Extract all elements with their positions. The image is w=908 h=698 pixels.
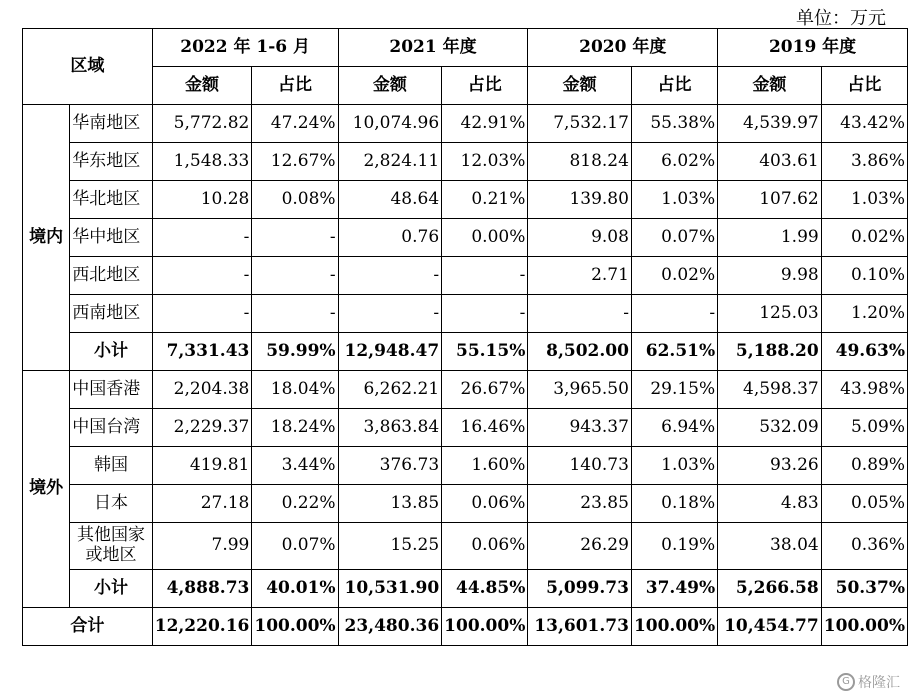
- region-name: 西南地区: [70, 295, 152, 333]
- amount-cell: 10,074.96: [338, 105, 442, 143]
- ratio-cell: 44.85%: [442, 570, 528, 608]
- amount-cell: 9.98: [718, 257, 822, 295]
- table-row: [23, 523, 908, 570]
- ratio-cell: 0.02%: [821, 219, 907, 257]
- ratio-cell: 26.67%: [442, 371, 528, 409]
- amount-cell: 15.25: [338, 523, 442, 570]
- table-row: [23, 447, 908, 485]
- header-amount: 金额: [152, 67, 252, 105]
- table-row: [23, 371, 908, 409]
- ratio-cell: 59.99%: [252, 333, 338, 371]
- ratio-cell: 6.02%: [631, 143, 717, 181]
- ratio-cell: 100.00%: [442, 608, 528, 646]
- region-name: 西北地区: [70, 257, 152, 295]
- ratio-cell: 49.63%: [821, 333, 907, 371]
- amount-cell: 23.85: [528, 485, 632, 523]
- amount-cell: -: [528, 295, 632, 333]
- ratio-cell: 3.86%: [821, 143, 907, 181]
- amount-cell: 6,262.21: [338, 371, 442, 409]
- total-label: 合计: [23, 608, 153, 646]
- ratio-cell: 100.00%: [821, 608, 907, 646]
- amount-cell: 0.76: [338, 219, 442, 257]
- ratio-cell: 29.15%: [631, 371, 717, 409]
- ratio-cell: 47.24%: [252, 105, 338, 143]
- amount-cell: 23,480.36: [338, 608, 442, 646]
- unit-label: 单位：万元: [796, 8, 886, 29]
- region-name: 韩国: [70, 447, 152, 485]
- amount-cell: 10,454.77: [718, 608, 822, 646]
- amount-cell: 5,099.73: [528, 570, 632, 608]
- amount-cell: 4,539.97: [718, 105, 822, 143]
- ratio-cell: 43.98%: [821, 371, 907, 409]
- watermark-logo-icon: G: [837, 673, 855, 691]
- table-row: [23, 181, 908, 219]
- ratio-cell: 0.08%: [252, 181, 338, 219]
- region-name: 华北地区: [70, 181, 152, 219]
- header-ratio: 占比: [442, 67, 528, 105]
- amount-cell: 4.83: [718, 485, 822, 523]
- region-name: 华中地区: [70, 219, 152, 257]
- amount-cell: 140.73: [528, 447, 632, 485]
- ratio-cell: 0.07%: [631, 219, 717, 257]
- subtotal-label: 小计: [70, 333, 152, 371]
- amount-cell: -: [152, 295, 252, 333]
- total-row: [23, 608, 908, 646]
- amount-cell: -: [152, 257, 252, 295]
- region-name: 华南地区: [70, 105, 152, 143]
- amount-cell: 1.99: [718, 219, 822, 257]
- amount-cell: 532.09: [718, 409, 822, 447]
- table-row: [23, 143, 908, 181]
- amount-cell: 2.71: [528, 257, 632, 295]
- ratio-cell: 0.19%: [631, 523, 717, 570]
- amount-cell: 38.04: [718, 523, 822, 570]
- header-ratio: 占比: [631, 67, 717, 105]
- category-overseas: 境外: [23, 371, 70, 608]
- amount-cell: 5,188.20: [718, 333, 822, 371]
- ratio-cell: 43.42%: [821, 105, 907, 143]
- ratio-cell: 62.51%: [631, 333, 717, 371]
- amount-cell: 2,229.37: [152, 409, 252, 447]
- amount-cell: 125.03: [718, 295, 822, 333]
- header-ratio: 占比: [252, 67, 338, 105]
- ratio-cell: -: [252, 257, 338, 295]
- ratio-cell: 0.21%: [442, 181, 528, 219]
- ratio-cell: 42.91%: [442, 105, 528, 143]
- ratio-cell: 0.05%: [821, 485, 907, 523]
- table-row: [23, 485, 908, 523]
- amount-cell: 1,548.33: [152, 143, 252, 181]
- amount-cell: 2,204.38: [152, 371, 252, 409]
- header-region: 区域: [23, 29, 153, 105]
- ratio-cell: 1.03%: [821, 181, 907, 219]
- amount-cell: 107.62: [718, 181, 822, 219]
- amount-cell: 9.08: [528, 219, 632, 257]
- ratio-cell: 1.60%: [442, 447, 528, 485]
- amount-cell: 26.29: [528, 523, 632, 570]
- ratio-cell: 55.38%: [631, 105, 717, 143]
- header-period: 2021 年度: [338, 29, 528, 67]
- ratio-cell: 0.07%: [252, 523, 338, 570]
- amount-cell: 13,601.73: [528, 608, 632, 646]
- ratio-cell: 40.01%: [252, 570, 338, 608]
- header-period: 2020 年度: [528, 29, 718, 67]
- ratio-cell: 18.24%: [252, 409, 338, 447]
- ratio-cell: 0.22%: [252, 485, 338, 523]
- ratio-cell: 5.09%: [821, 409, 907, 447]
- ratio-cell: 12.03%: [442, 143, 528, 181]
- ratio-cell: 0.36%: [821, 523, 907, 570]
- subtotal-label: 小计: [70, 570, 152, 608]
- amount-cell: 5,266.58: [718, 570, 822, 608]
- table-row: [23, 105, 908, 143]
- ratio-cell: 16.46%: [442, 409, 528, 447]
- ratio-cell: 100.00%: [252, 608, 338, 646]
- table-row: [23, 295, 908, 333]
- ratio-cell: 0.00%: [442, 219, 528, 257]
- amount-cell: 3,863.84: [338, 409, 442, 447]
- amount-cell: 818.24: [528, 143, 632, 181]
- ratio-cell: 18.04%: [252, 371, 338, 409]
- ratio-cell: 0.02%: [631, 257, 717, 295]
- header-amount: 金额: [718, 67, 822, 105]
- amount-cell: 10,531.90: [338, 570, 442, 608]
- ratio-cell: 55.15%: [442, 333, 528, 371]
- ratio-cell: 0.18%: [631, 485, 717, 523]
- amount-cell: -: [338, 295, 442, 333]
- ratio-cell: -: [252, 219, 338, 257]
- ratio-cell: 100.00%: [631, 608, 717, 646]
- watermark: [837, 672, 900, 692]
- amount-cell: 419.81: [152, 447, 252, 485]
- region-name: 日本: [70, 485, 152, 523]
- amount-cell: 8,502.00: [528, 333, 632, 371]
- subtotal-row: [23, 333, 908, 371]
- amount-cell: 13.85: [338, 485, 442, 523]
- amount-cell: 12,948.47: [338, 333, 442, 371]
- amount-cell: 12,220.16: [152, 608, 252, 646]
- category-domestic: 境内: [23, 105, 70, 371]
- ratio-cell: 1.03%: [631, 447, 717, 485]
- header-amount: 金额: [528, 67, 632, 105]
- ratio-cell: 0.06%: [442, 523, 528, 570]
- ratio-cell: 37.49%: [631, 570, 717, 608]
- amount-cell: 943.37: [528, 409, 632, 447]
- amount-cell: 139.80: [528, 181, 632, 219]
- region-name: 华东地区: [70, 143, 152, 181]
- region-name: 其他国家或地区: [70, 523, 152, 570]
- amount-cell: 27.18: [152, 485, 252, 523]
- amount-cell: 93.26: [718, 447, 822, 485]
- amount-cell: 4,888.73: [152, 570, 252, 608]
- amount-cell: 4,598.37: [718, 371, 822, 409]
- amount-cell: 3,965.50: [528, 371, 632, 409]
- regional-revenue-table: [22, 28, 908, 646]
- watermark-text: 格隆汇: [858, 675, 900, 691]
- ratio-cell: 3.44%: [252, 447, 338, 485]
- amount-cell: 7,532.17: [528, 105, 632, 143]
- amount-cell: 376.73: [338, 447, 442, 485]
- amount-cell: -: [338, 257, 442, 295]
- ratio-cell: 0.89%: [821, 447, 907, 485]
- amount-cell: 10.28: [152, 181, 252, 219]
- ratio-cell: -: [631, 295, 717, 333]
- ratio-cell: 1.03%: [631, 181, 717, 219]
- ratio-cell: -: [442, 257, 528, 295]
- ratio-cell: 12.67%: [252, 143, 338, 181]
- amount-cell: 7.99: [152, 523, 252, 570]
- region-name: 中国台湾: [70, 409, 152, 447]
- ratio-cell: -: [442, 295, 528, 333]
- header-ratio: 占比: [821, 67, 907, 105]
- table-row: [23, 257, 908, 295]
- header-amount: 金额: [338, 67, 442, 105]
- header-period: 2019 年度: [718, 29, 908, 67]
- ratio-cell: 6.94%: [631, 409, 717, 447]
- amount-cell: 5,772.82: [152, 105, 252, 143]
- ratio-cell: 0.06%: [442, 485, 528, 523]
- ratio-cell: 0.10%: [821, 257, 907, 295]
- ratio-cell: 1.20%: [821, 295, 907, 333]
- ratio-cell: 50.37%: [821, 570, 907, 608]
- table-row: [23, 409, 908, 447]
- amount-cell: 7,331.43: [152, 333, 252, 371]
- table-row: [23, 219, 908, 257]
- subtotal-row: [23, 570, 908, 608]
- amount-cell: 48.64: [338, 181, 442, 219]
- ratio-cell: -: [252, 295, 338, 333]
- amount-cell: -: [152, 219, 252, 257]
- amount-cell: 2,824.11: [338, 143, 442, 181]
- region-name: 中国香港: [70, 371, 152, 409]
- header-period: 2022 年 1-6 月: [152, 29, 338, 67]
- amount-cell: 403.61: [718, 143, 822, 181]
